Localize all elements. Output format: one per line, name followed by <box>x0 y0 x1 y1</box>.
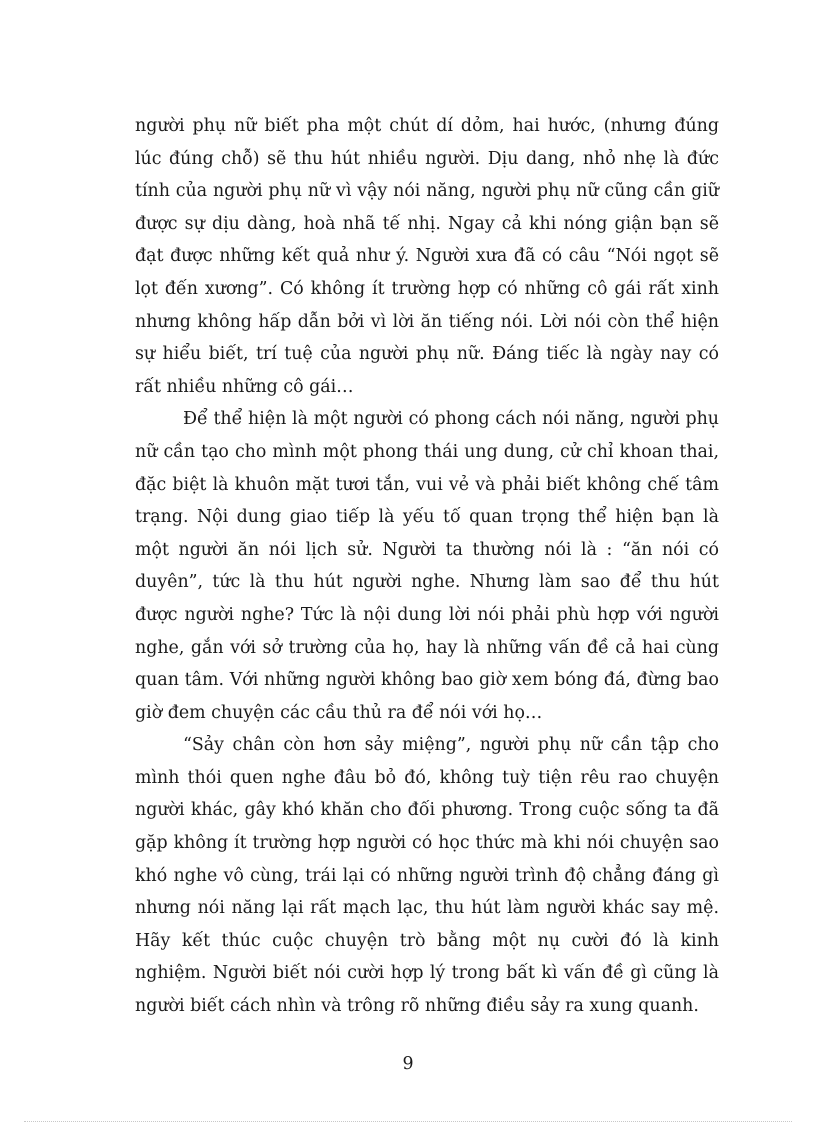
bottom-dotted-rule <box>24 1121 792 1122</box>
paragraph-1: người phụ nữ biết pha một chút dí dỏm, hai hước, (nhưng đúng lúc đúng chỗ) sẽ thu hút nhiều người. Dịu dang, nhỏ nhẹ là đức tính của người phụ nữ vì vậy nói năng, người phụ nữ cũng cần giữ được sự dịu dàng, hoà nhã tế nhị. Ngay cả khi nóng giận bạn sẽ đạt được những kết quả như ý. Người xưa đã có câu “Nói ngọt sẽ lọt đến xương”. Có không ít trường hợp có những cô gái rất xinh nhưng không hấp dẫn bởi vì lời ăn tiếng nói. Lời nói còn thể hiện sự hiểu biết, trí tuệ của người phụ nữ. Đáng tiếc là ngày nay có rất nhiều những cô gái… <box>135 116 719 397</box>
paragraph-3: “Sảy chân còn hơn sảy miệng”, người phụ nữ cần tập cho mình thói quen nghe đâu bỏ đó, không tuỳ tiện rêu rao chuyện người khác, gây khó khăn cho đối phương. Trong cuộc sống ta đã gặp không ít trường hợp người có học thức mà khi nói chuyện sao khó nghe vô cùng, trái lại có những người trình độ chẳng đáng gì nhưng nói năng lại rất mạch lạc, thu hút làm người khác say mệ. Hãy kết thúc cuộc chuyện trò bằng một nụ cười đó là kinh nghiệm. Người biết nói cười hợp lý trong bất kì vấn đề gì cũng là người biết cách nhìn và trông rõ những điều sảy ra xung quanh. <box>135 735 719 1017</box>
page-number: 9 <box>402 1054 414 1074</box>
body-text <box>135 110 719 1023</box>
paragraph-2: Để thể hiện là một người có phong cách nói năng, người phụ nữ cần tạo cho mình một phong thái ung dung, cử chỉ khoan thai, đặc biệt là khuôn mặt tươi tắn, vui vẻ và phải biết không chế tâm trạng. Nội dung giao tiếp là yếu tố quan trọng thể hiện bạn là một người ăn nói lịch sử. Người ta thường nói là : “ăn nói có duyên”, tức là thu hút người nghe. Nhưng làm sao để thu hút được người nghe? Tức là nội dung lời nói phải phù hợp với người nghe, gắn với sở trường của họ, hay là những vấn đề cả hai cùng quan tâm. Với những người không bao giờ xem bóng đá, đừng bao giờ đem chuyện các cầu thủ ra để nói với họ… <box>135 409 719 723</box>
